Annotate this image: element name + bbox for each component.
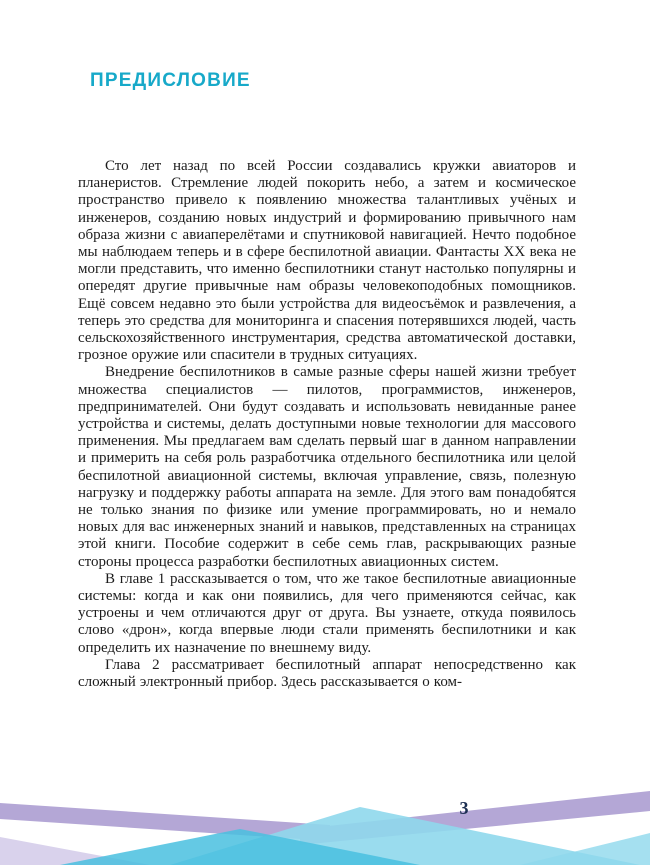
paragraph-3: В главе 1 рассказывается о том, что же такое беспилотные авиационные системы: когда и как они появились, для чего применяются сейчас, как устроены и чем отличаются друг от друга. Вы узнаете, откуда появилось слово «дрон», когда впервые люди стали применять беспилотники и как определить их назначение по внешнему виду. xyxy=(78,570,576,656)
paragraph-2: Внедрение беспилотников в самые разные сферы нашей жизни требует множества специалистов — пилотов, программистов, инженеров, предпринимателей. Они будут создавать и использовать невиданные ранее устройства и системы, делать доступными новые технологии для массового применения. Мы предлагаем вам сделать первый шаг в данном направлении и примерить на себя роль разработчика отдельного беспилотника или целой беспилотной авиационной системы, включая управление, связь, полезную нагрузку и поддержку работы аппарата на земле. Для этого вам понадобятся не только знания по физике или умение программировать, но и немало новых для вас инженерных знаний и навыков, представленных на страницах этой книги. Пособие содержит в себе семь глав, раскрывающих разные стороны процесса разработки беспилотных авиационных систем. xyxy=(78,364,576,570)
page-title: ПРЕДИСЛОВИЕ xyxy=(90,70,251,91)
page-number: 3 xyxy=(459,798,469,818)
paragraph-1: Сто лет назад по всей России создавались кружки авиаторов и планеристов. Стремление людей покорить небо, а затем и космическое пространство привело к появлению множества талантливых учёных и инженеров, созданию новых индустрий и формированию привычного нам образа жизни с авиаперелётами и спутниковой навигацией. Нечто подобное мы наблюдаем теперь и в сфере беспилотной авиации. Фантасты XX века не могли представить, что именно беспилотники станут настолько популярны и опередят другие привычные нам образы человекоподобных помощников. Ещё совсем недавно это были устройства для видеосъёмок и развлечения, а теперь это средства для мониторинга и спасения потерявшихся людей, часть сельскохозяйственного инструментария, средства автоматической доставки, грозное оружие или спасители в трудных ситуациях. xyxy=(78,158,576,364)
preface-text xyxy=(78,158,576,691)
footer-decoration xyxy=(0,785,650,865)
paragraph-4: Глава 2 рассматривает беспилотный аппарат непосредственно как сложный электронный прибор. Здесь рассказывается о ком- xyxy=(78,656,576,691)
